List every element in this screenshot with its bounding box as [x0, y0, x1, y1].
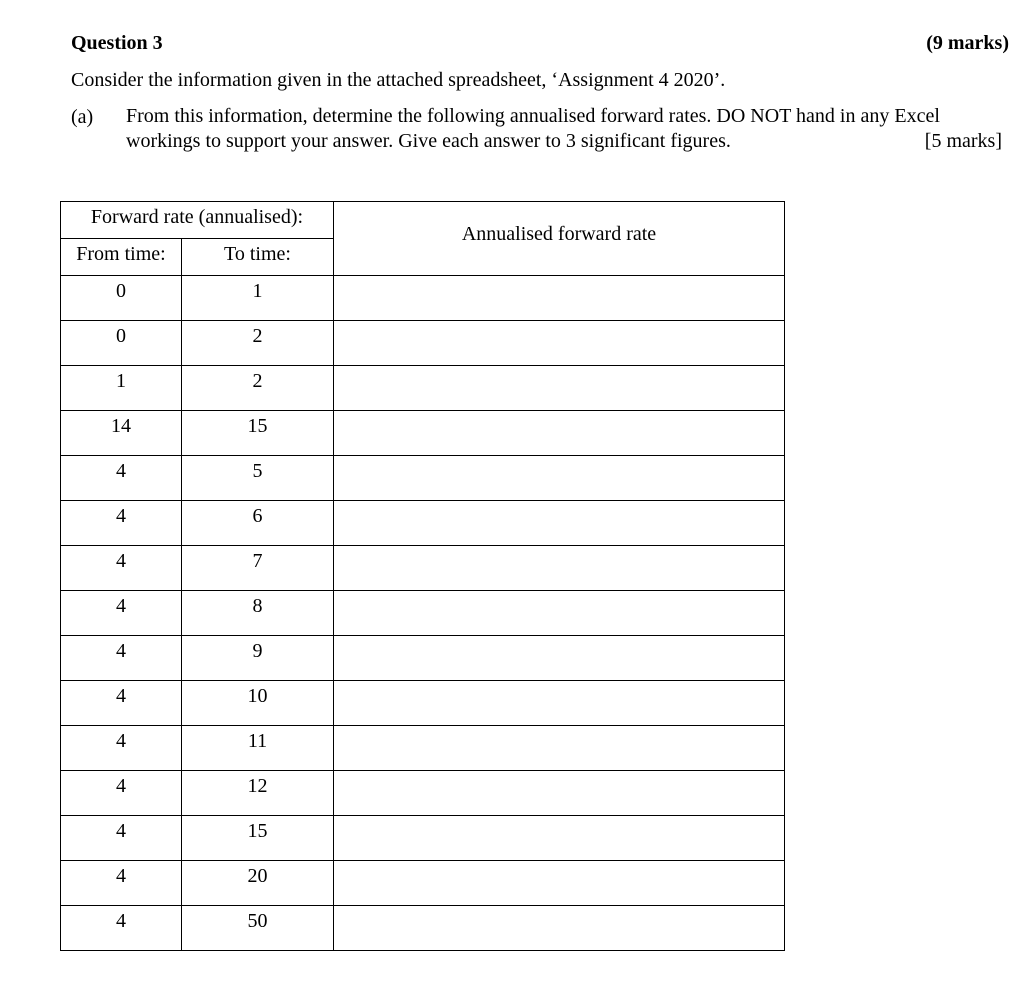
table-row	[61, 681, 785, 726]
from-time-header: From time:	[61, 239, 182, 276]
part-a-instruction-line2-row	[126, 129, 1002, 155]
to-time-cell: 6	[182, 501, 334, 546]
table-row	[61, 411, 785, 456]
from-time-cell: 4	[61, 771, 182, 816]
to-time-cell: 12	[182, 771, 334, 816]
answer-cell[interactable]	[334, 411, 785, 456]
to-time-cell: 20	[182, 861, 334, 906]
to-time-cell: 2	[182, 366, 334, 411]
question-marks: (9 marks)	[926, 32, 1009, 54]
from-time-cell: 4	[61, 816, 182, 861]
answer-cell[interactable]	[334, 321, 785, 366]
table-row	[61, 501, 785, 546]
from-time-cell: 0	[61, 321, 182, 366]
from-time-cell: 4	[61, 591, 182, 636]
to-time-cell: 1	[182, 276, 334, 321]
to-time-header: To time:	[182, 239, 334, 276]
part-a-instruction-line1: From this information, determine the following annualised forward rates. DO NOT hand in any Excel	[126, 105, 940, 127]
answer-cell[interactable]	[334, 636, 785, 681]
answer-cell[interactable]	[334, 681, 785, 726]
from-time-cell: 4	[61, 546, 182, 591]
table-row	[61, 726, 785, 771]
table-row	[61, 546, 785, 591]
forward-rate-group-header: Forward rate (annualised):	[61, 202, 334, 239]
from-time-cell: 4	[61, 906, 182, 951]
answer-cell[interactable]	[334, 906, 785, 951]
from-time-cell: 0	[61, 276, 182, 321]
to-time-cell: 15	[182, 411, 334, 456]
table-row	[61, 636, 785, 681]
part-a-instruction-line2: workings to support your answer. Give each answer to 3 significant figures.	[126, 130, 731, 152]
from-time-cell: 14	[61, 411, 182, 456]
from-time-cell: 4	[61, 726, 182, 771]
from-time-cell: 4	[61, 636, 182, 681]
part-a-label: (a)	[71, 106, 94, 128]
to-time-cell: 7	[182, 546, 334, 591]
table-row	[61, 816, 785, 861]
answer-cell[interactable]	[334, 861, 785, 906]
to-time-cell: 15	[182, 816, 334, 861]
to-time-cell: 8	[182, 591, 334, 636]
from-time-cell: 4	[61, 861, 182, 906]
answer-cell[interactable]	[334, 366, 785, 411]
answer-cell[interactable]	[334, 591, 785, 636]
to-time-cell: 5	[182, 456, 334, 501]
answer-cell[interactable]	[334, 546, 785, 591]
forward-rate-table	[60, 201, 785, 951]
to-time-cell: 2	[182, 321, 334, 366]
answer-cell[interactable]	[334, 726, 785, 771]
table-row	[61, 906, 785, 951]
answer-cell[interactable]	[334, 501, 785, 546]
table-row	[61, 591, 785, 636]
annualised-forward-rate-header: Annualised forward rate	[334, 202, 785, 276]
from-time-cell: 4	[61, 501, 182, 546]
answer-cell[interactable]	[334, 816, 785, 861]
answer-cell[interactable]	[334, 771, 785, 816]
table-row	[61, 276, 785, 321]
to-time-cell: 9	[182, 636, 334, 681]
question-header	[71, 30, 1009, 60]
table-row	[61, 771, 785, 816]
question-intro: Consider the information given in the attached spreadsheet, ‘Assignment 4 2020’.	[71, 69, 726, 91]
answer-cell[interactable]	[334, 276, 785, 321]
from-time-cell: 4	[61, 456, 182, 501]
table-row	[61, 321, 785, 366]
to-time-cell: 10	[182, 681, 334, 726]
table-row	[61, 861, 785, 906]
question-title: Question 3	[71, 32, 163, 54]
from-time-cell: 4	[61, 681, 182, 726]
from-time-cell: 1	[61, 366, 182, 411]
to-time-cell: 50	[182, 906, 334, 951]
to-time-cell: 11	[182, 726, 334, 771]
table-row	[61, 456, 785, 501]
answer-cell[interactable]	[334, 456, 785, 501]
part-a-marks: [5 marks]	[924, 130, 1002, 152]
table-row	[61, 366, 785, 411]
